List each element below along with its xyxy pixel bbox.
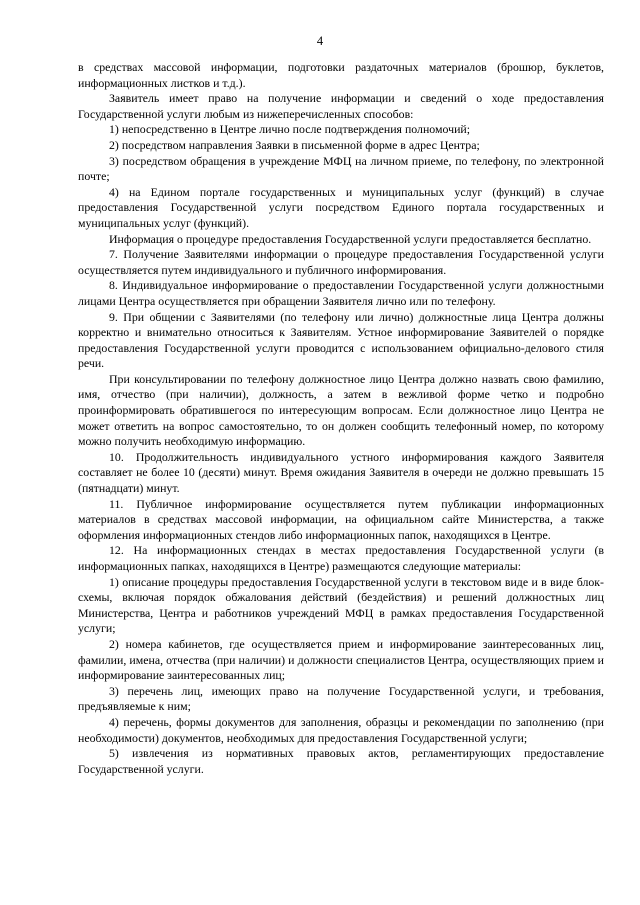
list-item: 1) описание процедуры предоставления Государственной услуги в текстовом виде и в виде блок-схемы, включая порядок обжалования действий (бездействия) и решений должностных лиц Министерства, Центра и работников учреждений МФЦ в рамках предоставления Государственной услуги; xyxy=(78,574,604,636)
paragraph: Заявитель имеет право на получение информации и сведений о ходе предоставления Государственной услуги любым из нижеперечисленных способов: xyxy=(78,91,604,121)
list-item: 1) непосредственно в Центре лично после подтверждения полномочий; xyxy=(109,122,471,137)
paragraph: 10. Продолжительность индивидуального устного информирования каждого Заявителя составляет не более 10 (десяти) минут. Время ожидания Заявителя в очереди не должно превышать 15 (пятнадцати) минут. xyxy=(78,449,604,496)
paragraph: 12. На информационных стендах в местах предоставления Государственной услуги (в информационных папках, находящихся в Центре) размещаются следующие материалы: xyxy=(78,543,604,573)
page-number: 4 xyxy=(316,34,324,48)
paragraph: в средствах массовой информации, подготовки раздаточных материалов (брошюр, буклетов, информационных листков и т.д.). xyxy=(78,60,604,90)
list-item: 3) перечень лиц, имеющих право на получение Государственной услуги, и требования, предъявляемые к ним; xyxy=(78,683,604,714)
paragraph: При консультировании по телефону должностное лицо Центра должно назвать свою фамилию, имя, отчество (при наличии), должность, а затем в вежливой форме четко и подробно проинформировать обратившегося по интересующим вопросам. Если должностное лицо Центра не может ответить на вопрос самостоятельно, то он должен сообщить телефонный номер, по которому можно получить необходимую информацию. xyxy=(78,371,604,449)
list-item: 5) извлечения из нормативных правовых актов, регламентирующих предоставление Государственной услуги. xyxy=(78,746,604,776)
list-item: 2) посредством направления Заявки в письменной форме в адрес Центра; xyxy=(109,137,480,152)
paragraph: 9. При общении с Заявителями (по телефону или лично) должностные лица Центра должны корректно и внимательно относиться к Заявителям. Устное информирование Заявителей о порядке предоставления Государственной услуги проводится с использованием официально-делового стиля речи. xyxy=(78,309,604,371)
body-text xyxy=(78,60,604,777)
paragraph: 11. Публичное информирование осуществляется путем публикации информационных материалов в средствах массовой информации, на официальном сайте Министерства, а также оформления информационных стендов либо информационных папок, находящихся в Центре. xyxy=(78,496,604,542)
list-item: 4) на Едином портале государственных и муниципальных услуг (функций) в случае предоставления Государственной услуги посредством Единого портала государственных и муниципальных услуг (функций). xyxy=(78,184,604,230)
list-item: 2) номера кабинетов, где осуществляется прием и информирование заинтересованных лиц, фамилии, имена, отчества (при наличии) и должности специалистов Центра, осуществляющих прием и информирование заинтересованных лиц; xyxy=(78,636,604,683)
paragraph: 8. Индивидуальное информирование о предоставлении Государственной услуги должностными лицами Центра осуществляется при обращении Заявителя лично или по телефону. xyxy=(78,278,604,308)
paragraph: 7. Получение Заявителями информации о процедуре предоставления Государственной услуги осуществляется путем индивидуального и публичного информирования. xyxy=(78,247,604,277)
paragraph: Информация о процедуре предоставления Государственной услуги предоставляется бесплатно. xyxy=(109,231,592,246)
list-item: 4) перечень, формы документов для заполнения, образцы и рекомендации по заполнению (при необходимости) документов, необходимых для предоставления Государственной услуги; xyxy=(78,714,604,745)
list-item: 3) посредством обращения в учреждение МФЦ на личном приеме, по телефону, по электронной почте; xyxy=(78,153,604,184)
